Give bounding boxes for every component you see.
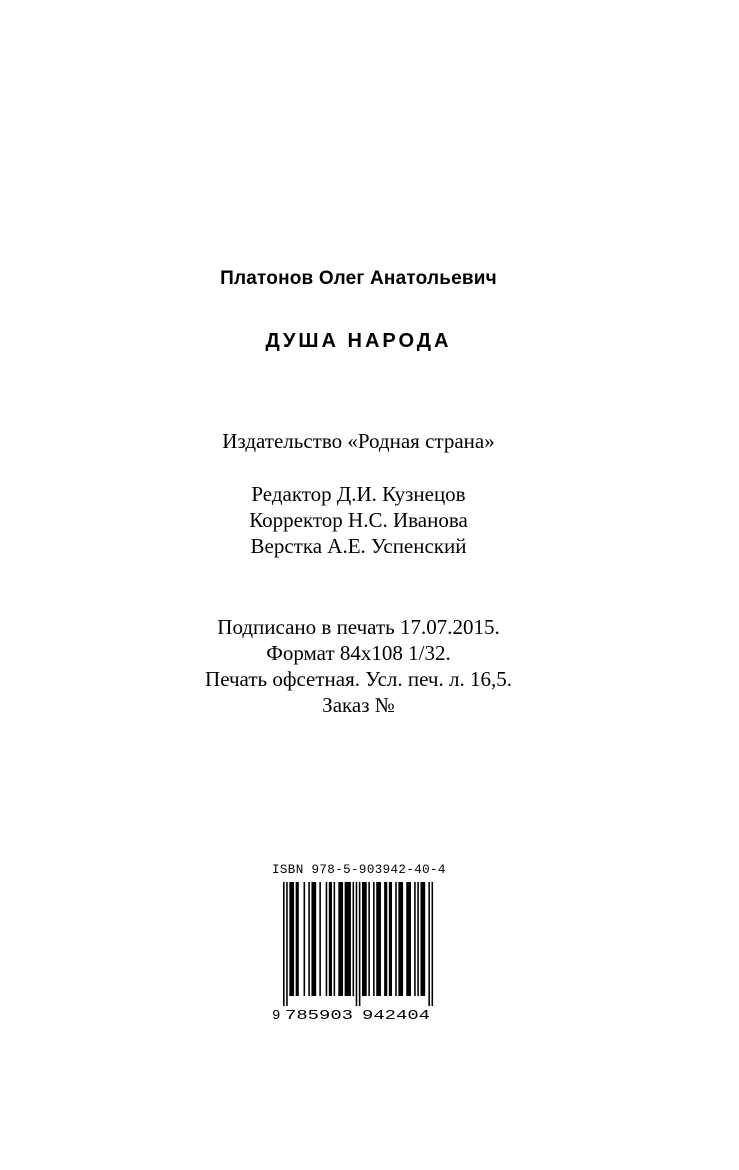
barcode-bar-10 (334, 882, 336, 996)
book-title: ДУША НАРОДА (265, 330, 452, 352)
barcode-bar-7 (319, 882, 321, 996)
barcode-bar-4 (304, 882, 306, 996)
barcode-bar-16 (362, 882, 367, 996)
barcode-first-digit: 9 (272, 1008, 281, 1024)
barcode-bar-17 (368, 882, 370, 996)
barcode-bar-20 (384, 882, 387, 996)
barcode-bar-9 (329, 882, 332, 996)
barcode-bar-12 (345, 882, 351, 996)
barcode-bar-18 (373, 882, 375, 996)
barcode-bar-6 (311, 882, 316, 996)
barcode-guard-bar-15 (359, 882, 361, 1006)
credits-block (0, 481, 717, 559)
barcode-guard-bar-14 (356, 882, 358, 1006)
barcode-bar-3 (296, 882, 299, 996)
print-signed-date: Подписано в печать 17.07.2015. (217, 615, 500, 639)
credit-proofreader: Корректор Н.С. Иванова (249, 508, 468, 532)
author-name: Платонов Олег Анатольевич (220, 268, 497, 289)
barcode-bar-26 (417, 882, 419, 996)
barcode-bar-27 (420, 882, 425, 996)
print-type: Печать офсетная. Усл. печ. л. 16,5. (205, 667, 512, 691)
barcode-bars (283, 882, 433, 1006)
barcode-guard-bar-28 (428, 882, 430, 1006)
barcode-graphic (272, 878, 452, 1026)
credit-layout: Верстка А.Е. Успенский (250, 534, 467, 558)
barcode-guard-bar-29 (432, 882, 434, 1006)
barcode-bar-25 (414, 882, 416, 996)
barcode-right-digits: 942404 (362, 1008, 430, 1024)
barcode-bar-11 (338, 882, 343, 996)
publisher (0, 428, 717, 454)
print-format: Формат 84x108 1/32. (266, 641, 451, 665)
order-number: Заказ № (322, 693, 395, 717)
credit-editor: Редактор Д.И. Кузнецов (251, 482, 466, 506)
publisher-line: Издательство «Родная страна» (222, 429, 495, 453)
barcode-bar-24 (406, 882, 411, 996)
barcode (272, 862, 452, 1026)
barcode-bar-22 (395, 882, 397, 996)
barcode-bar-2 (289, 882, 294, 996)
barcode-guard-bar-1 (286, 882, 288, 1006)
barcode-left-digits: 785903 (285, 1008, 353, 1024)
barcode-bar-5 (308, 882, 310, 996)
barcode-bar-21 (389, 882, 392, 996)
barcode-guard-bar-0 (283, 882, 285, 1006)
barcode-bar-19 (376, 882, 381, 996)
print-info-block (0, 614, 717, 718)
barcode-bar-13 (353, 882, 355, 996)
barcode-bar-23 (398, 882, 403, 996)
barcode-bar-8 (326, 882, 328, 996)
isbn-label: ISBN 978-5-903942-40-4 (272, 863, 446, 877)
